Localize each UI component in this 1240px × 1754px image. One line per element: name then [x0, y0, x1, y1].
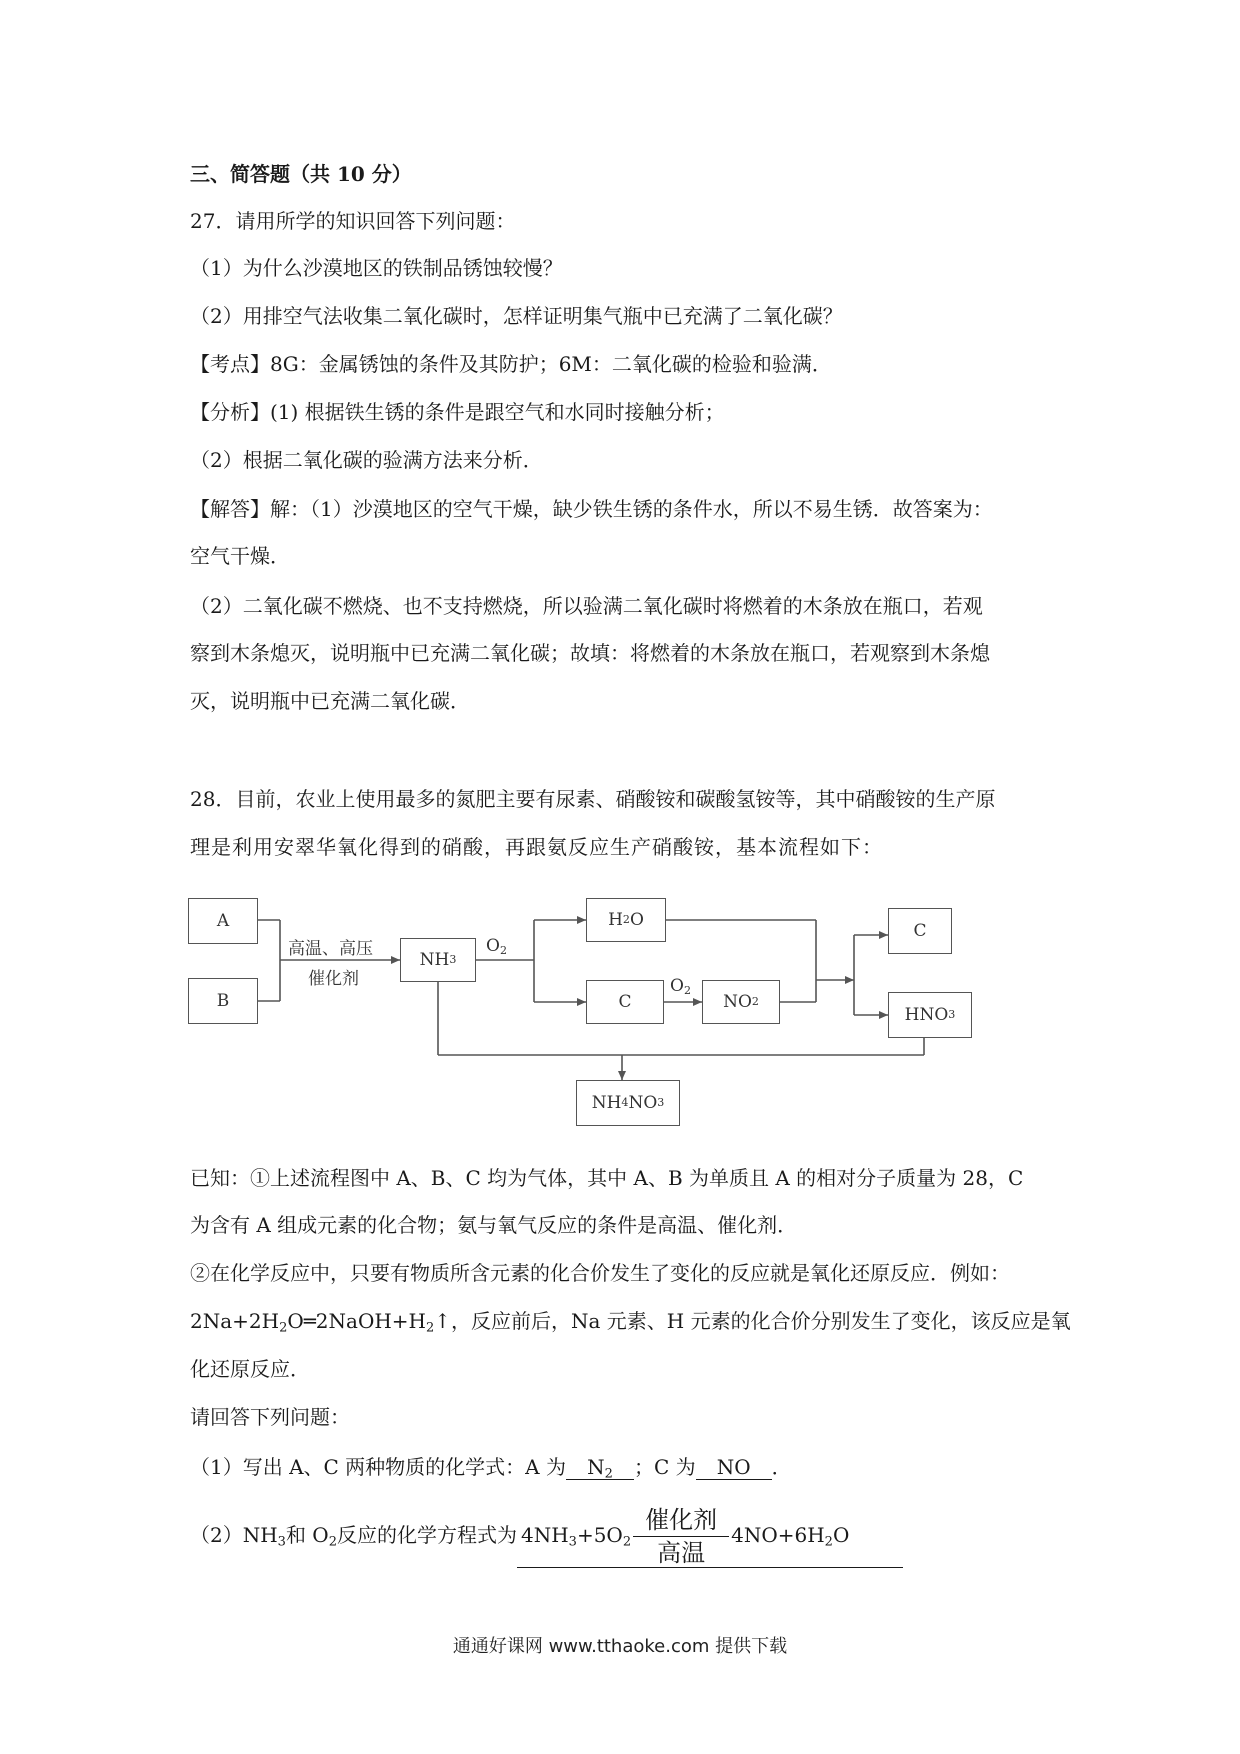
box-a: A: [188, 898, 258, 944]
q28-known-3: ②在化学反应中，只要有物质所含元素的化合价发生了变化的反应就是氧化还原反应．例如：: [190, 1261, 1010, 1285]
q28-known-2: 为含有 A 组成元素的化合物；氨与氧气反应的条件是高温、催化剂．: [190, 1213, 798, 1237]
q28-known-4: $2Na+2H_2O═2NaOH+H_2↑$，反应前后，Na 元素、H 元素的化合价分别发生了变化，该反应是氧: [190, 1309, 1071, 1336]
q28-answer-1: （1）写出 A、C 两种物质的化学式：A 为 $N_2$ ；C 为 NO ．: [190, 1455, 792, 1482]
section-title: 三、简答题（共 10 分）: [190, 162, 412, 186]
condition-catalyst: 催化剂: [308, 969, 359, 989]
answer-c-blank: NO: [696, 1455, 772, 1480]
q27-jieda-3: （2）二氧化碳不燃烧、也不支持燃烧，所以验满二氧化碳时将燃着的木条放在瓶口，若观: [190, 594, 983, 618]
footer-source: 通通好课网 www.tthaoke.com 提供下载: [452, 1636, 788, 1657]
q28-known-1: 已知：①上述流程图中 A、B、C 均为气体，其中 A、B 为单质且 A 的相对分子质量为 28，C: [190, 1166, 1024, 1190]
q27-fenxi-2: （2）根据二氧化碳的验满方法来分析．: [190, 448, 543, 472]
answer-a-blank: $N_2$: [566, 1455, 634, 1480]
condition-high-temp-pressure: 高温、高压: [288, 939, 373, 959]
q27-sub2: （2）用排空气法收集二氧化碳时，怎样证明集气瓶中已充满了二氧化碳？: [190, 304, 843, 328]
label-o2-second: $O_2$: [670, 976, 691, 997]
box-h2o: H 2 O: [586, 898, 666, 942]
box-hno3: HNO 3: [888, 992, 972, 1038]
q27-jieda-5: 灭，说明瓶中已充满二氧化碳．: [190, 689, 470, 713]
q27-stem: 27．请用所学的知识回答下列问题：: [190, 209, 516, 233]
label-o2-first: $O_2$: [486, 936, 507, 957]
flow-diagram: [188, 880, 1038, 1150]
q27-kaodian: 【考点】8G：金属锈蚀的条件及其防护；6M：二氧化碳的检验和验满．: [190, 352, 832, 376]
box-c-right: C: [888, 908, 952, 954]
reaction-condition: $\frac{\text{催化剂}}{\text{高温}}$: [633, 1506, 729, 1567]
box-no2: NO 2: [702, 980, 780, 1024]
q27-fenxi-1: 【分析】(1) 根据铁生锈的条件是跟空气和水同时接触分析；: [190, 400, 725, 424]
q28-ask: 请回答下列问题：: [190, 1405, 350, 1429]
q28-stem-2: 理是利用安翠华氧化得到的硝酸，再跟氨反应生产硝酸铵，基本流程如下：: [190, 835, 883, 859]
box-b: B: [188, 978, 258, 1024]
box-nh3: NH 3: [400, 938, 476, 982]
q27-jieda-2: 空气干燥．: [190, 544, 290, 568]
box-c-middle: C: [586, 980, 664, 1024]
q27-jieda-4: 察到木条熄灭，说明瓶中已充满二氧化碳；故填：将燃着的木条放在瓶口，若观察到木条熄: [190, 641, 990, 665]
equation-answer-blank: $4NH_3+5O_2$ $\frac{\text{催化剂}}{\text{高温}}$ $4NO+6H_2O$: [517, 1506, 903, 1568]
q28-answer-2: $(2)NH_3$和 $O_2$反应的化学方程式为 $4NH_3+5O_2$ $\frac{\text{催化剂}}{\text{高温}}$ $4NO+6H_2O$: [190, 1500, 903, 1570]
box-nh4no3: NH 4 NO 3: [576, 1080, 680, 1126]
q28-known-5: 化还原反应．: [190, 1357, 310, 1381]
q27-jieda-1: 【解答】解：（1）沙漠地区的空气干燥，缺少铁生锈的条件水，所以不易生锈．故答案为：: [190, 497, 993, 521]
q27-sub1: （1）为什么沙漠地区的铁制品锈蚀较慢？: [190, 256, 563, 280]
q28-stem-1: 28．目前，农业上使用最多的氮肥主要有尿素、硝酸铵和碳酸氢铵等，其中硝酸铵的生产原: [190, 787, 996, 811]
